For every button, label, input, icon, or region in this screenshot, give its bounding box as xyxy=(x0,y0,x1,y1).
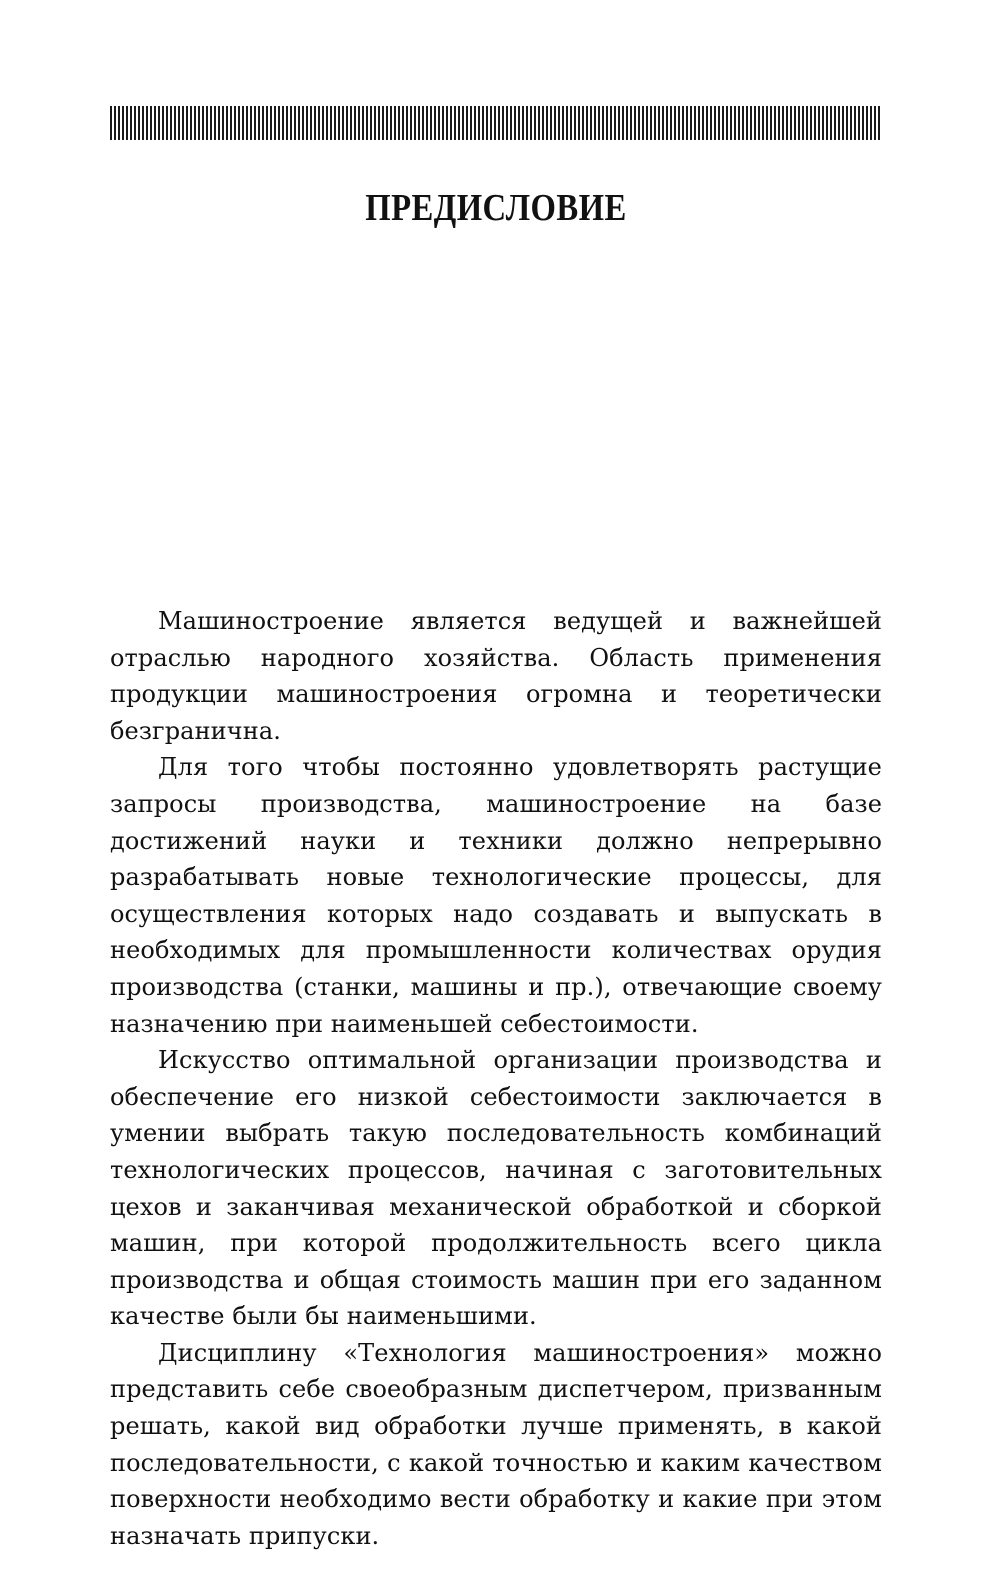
decorative-striped-rule xyxy=(110,106,882,140)
body-text xyxy=(110,603,882,1554)
paragraph: Машиностроение является ведущей и важнейшей отраслью народного хозяйства. Область применения продукции машиностроения огромна и теоретически безгранична. xyxy=(110,607,882,745)
paragraph: Дисциплину «Технология машиностроения» можно представить себе своеобразным диспетчером, призванным решать, какой вид обработки лучше применять, в какой последовательности, с какой точностью и каким качеством поверхности необходимо вести обработку и какие при этом назначать припуски. xyxy=(110,1338,882,1550)
paragraph: Искусство оптимальной организации производства и обеспечение его низкой себестоимости заключается в умении выбрать такую последовательность комбинаций технологических процессов, начиная с заготовительных цехов и заканчивая механической обработкой и сборкой машин, при которой продолжительность всего цикла производства и общая стоимость машин при его заданном качестве были бы наименьшими. xyxy=(110,1046,882,1331)
paragraph: Для того чтобы постоянно удовлетворять растущие запросы производства, машиностроение на базе достижений науки и техники должно непрерывно разрабатывать новые технологические процессы, для осуществления которых надо создавать и выпускать в необходимых для промышленности количествах орудия производства (станки, машины и пр.), отвечающие своему назначению при наименьшей себестоимости. xyxy=(110,753,882,1038)
chapter-title: ПРЕДИСЛОВИЕ xyxy=(365,187,627,229)
